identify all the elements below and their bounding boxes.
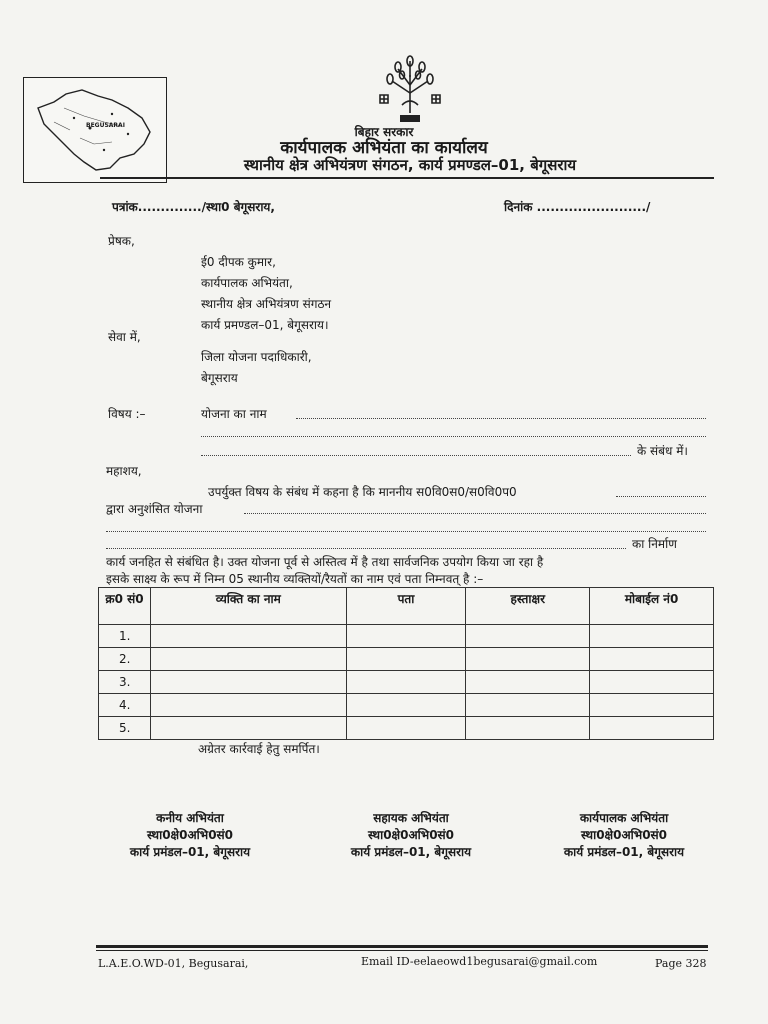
name-cell[interactable] bbox=[150, 625, 346, 648]
subject-dotted-line bbox=[296, 418, 706, 419]
signature-office: कार्य प्रमंडल–01, बेगूसराय bbox=[129, 845, 251, 859]
body-line-2: द्वारा अनुशंसित योजना bbox=[106, 502, 203, 516]
serial-number: 3. bbox=[99, 671, 151, 694]
signature-cell[interactable] bbox=[466, 648, 590, 671]
signature-title: कनीय अभियंता bbox=[156, 811, 224, 825]
column-header: पता bbox=[346, 588, 466, 625]
bodhi-tree-emblem-icon bbox=[372, 55, 448, 125]
signature-sub: स्था0क्षे0अभि0सं0 bbox=[580, 828, 668, 842]
subject-dotted-line bbox=[201, 455, 631, 456]
subject-end: के संबंध में। bbox=[637, 444, 688, 458]
mobile-cell[interactable] bbox=[590, 717, 714, 740]
address-cell[interactable] bbox=[346, 648, 466, 671]
signature-cell[interactable] bbox=[466, 671, 590, 694]
mobile-cell[interactable] bbox=[590, 648, 714, 671]
header-rule bbox=[100, 177, 714, 179]
name-cell[interactable] bbox=[150, 648, 346, 671]
signature-block-assistant-engineer bbox=[311, 810, 511, 861]
signature-title: सहायक अभियंता bbox=[373, 811, 449, 825]
body-line-4: कार्य जनहित से संबंधित है। उक्त योजना पूर्व से अस्तित्व में है तथा सार्वजनिक उपयोग किया जा रहा है bbox=[106, 555, 544, 569]
body-dotted-line bbox=[616, 496, 706, 497]
footer-office-code: L.A.E.O.WD-01, Begusarai, bbox=[98, 957, 249, 970]
table-row bbox=[99, 694, 714, 717]
footer-email: Email ID-eelaeowd1begusarai@gmail.com bbox=[361, 955, 598, 968]
subject-dotted-line bbox=[201, 436, 706, 437]
signature-office: कार्य प्रमंडल–01, बेगूसराय bbox=[350, 845, 472, 859]
address-cell[interactable] bbox=[346, 671, 466, 694]
table-row bbox=[99, 671, 714, 694]
recipient-line: जिला योजना पदाधिकारी, bbox=[201, 350, 312, 364]
body-dotted-line bbox=[244, 513, 706, 514]
column-header: मोबाईल नं0 bbox=[590, 588, 714, 625]
address-cell[interactable] bbox=[346, 694, 466, 717]
sender-line: स्थानीय क्षेत्र अभियंत्रण संगठन bbox=[201, 297, 332, 311]
footer-rule-thin bbox=[96, 950, 708, 951]
bihar-emblem bbox=[372, 55, 448, 125]
letter-date: दिनांक ......................../ bbox=[504, 200, 651, 214]
government-name: बिहार सरकार bbox=[354, 125, 414, 139]
signature-sub: स्था0क्षे0अभि0सं0 bbox=[367, 828, 455, 842]
signature-block-executive-engineer bbox=[524, 810, 724, 861]
table-row bbox=[99, 717, 714, 740]
body-line-1: उपर्युक्त विषय के संबंध में कहना है कि माननीय स0वि0स0/स0वि0प0 bbox=[208, 485, 517, 499]
subject-text: योजना का नाम bbox=[201, 407, 267, 421]
signature-cell[interactable] bbox=[466, 625, 590, 648]
signature-sub: स्था0क्षे0अभि0सं0 bbox=[146, 828, 234, 842]
signature-office: कार्य प्रमंडल–01, बेगूसराय bbox=[563, 845, 685, 859]
body-line-3-end: का निर्माण bbox=[632, 537, 677, 551]
body-dotted-line bbox=[106, 531, 706, 532]
witness-table bbox=[98, 587, 714, 740]
letter-number: पत्रांक............../स्था0 बेगूसराय, bbox=[112, 200, 275, 214]
signature-cell[interactable] bbox=[466, 694, 590, 717]
sender-block bbox=[201, 252, 331, 336]
name-cell[interactable] bbox=[150, 717, 346, 740]
table-row bbox=[99, 648, 714, 671]
footer-rule bbox=[96, 945, 708, 948]
office-title: कार्यपालक अभियंता का कार्यालय bbox=[280, 138, 488, 158]
subject-label: विषय :– bbox=[108, 407, 146, 421]
closing-line: अग्रेतर कार्रवाई हेतु समर्पित। bbox=[198, 742, 320, 756]
salutation: महाशय, bbox=[106, 464, 142, 478]
recipient-block bbox=[201, 347, 312, 389]
serial-number: 4. bbox=[99, 694, 151, 717]
footer-page-number: Page 328 bbox=[655, 957, 707, 970]
address-cell[interactable] bbox=[346, 717, 466, 740]
name-cell[interactable] bbox=[150, 694, 346, 717]
table-row bbox=[99, 625, 714, 648]
body-line-5: इसके साक्ष्य के रूप में निम्न 05 स्थानीय व्यक्तियों/रैयतों का नाम एवं पता निम्नवत् है :– bbox=[106, 572, 484, 586]
table-header-row bbox=[99, 588, 714, 625]
sender-line: ई0 दीपक कुमार, bbox=[201, 255, 276, 269]
serial-number: 5. bbox=[99, 717, 151, 740]
sender-label: प्रेषक, bbox=[108, 234, 135, 248]
map-label: BEGUSARAI bbox=[86, 122, 125, 129]
serial-number: 2. bbox=[99, 648, 151, 671]
organization-name: स्थानीय क्षेत्र अभियंत्रण संगठन, कार्य प्रमण्डल–01, बेगूसराय bbox=[243, 156, 577, 174]
sender-line: कार्यपालक अभियंता, bbox=[201, 276, 293, 290]
column-header: क्र0 सं0 bbox=[99, 588, 151, 625]
name-cell[interactable] bbox=[150, 671, 346, 694]
column-header: व्यक्ति का नाम bbox=[150, 588, 346, 625]
sender-line: कार्य प्रमण्डल–01, बेगूसराय। bbox=[201, 318, 329, 332]
recipient-label: सेवा में, bbox=[108, 330, 141, 344]
signature-block-junior-engineer bbox=[90, 810, 290, 861]
signature-cell[interactable] bbox=[466, 717, 590, 740]
signature-title: कार्यपालक अभियंता bbox=[579, 811, 669, 825]
body-dotted-line bbox=[106, 548, 626, 549]
recipient-line: बेगूसराय bbox=[201, 371, 238, 385]
column-header: हस्ताक्षर bbox=[466, 588, 590, 625]
mobile-cell[interactable] bbox=[590, 694, 714, 717]
address-cell[interactable] bbox=[346, 625, 466, 648]
mobile-cell[interactable] bbox=[590, 625, 714, 648]
serial-number: 1. bbox=[99, 625, 151, 648]
mobile-cell[interactable] bbox=[590, 671, 714, 694]
